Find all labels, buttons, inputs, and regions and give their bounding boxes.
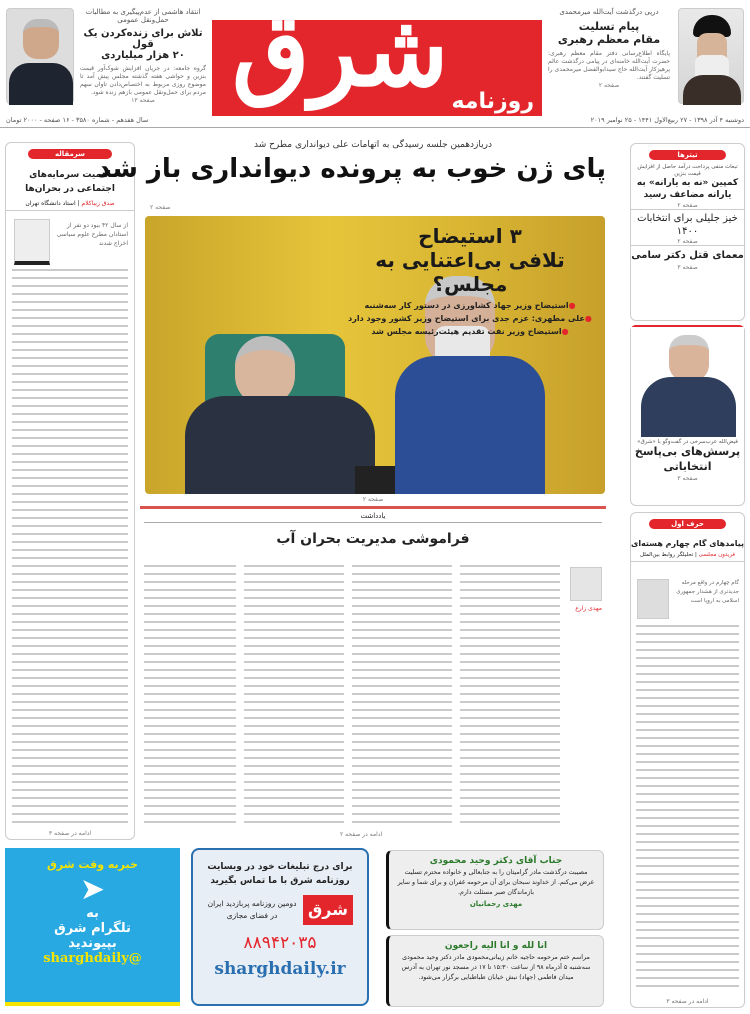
telegram-icon: ➤ <box>79 872 106 907</box>
opinion-title[interactable]: فراموشی مدیریت بحران آب <box>276 531 470 547</box>
telegram-line: بپیوندید <box>68 936 117 951</box>
masthead <box>0 0 750 128</box>
column-text <box>244 565 344 827</box>
headline-item[interactable]: معمای قتل دکتر سامی <box>631 249 744 261</box>
telegram-line: به <box>86 906 99 921</box>
promo-site[interactable]: sharghdaily.ir <box>214 958 346 979</box>
bullet: ●استیضاح وزیر جهاد کشاورزی در دستور کار سه‌شنبه <box>364 301 576 310</box>
author-photo <box>14 219 50 265</box>
author-photo <box>637 579 669 619</box>
lead-headline[interactable]: پای ژن خوب به پرونده دیوانداری باز شد <box>97 154 606 184</box>
harf-title[interactable]: پیامدهای گام چهارم هسته‌ای <box>630 539 744 548</box>
author-photo <box>570 567 602 601</box>
editorial-title[interactable]: اهمیت سرمایه‌های اجتماعی در بحران‌ها <box>25 170 115 194</box>
interview-photo <box>631 327 744 437</box>
page-ref[interactable]: صفحه ۲ <box>631 238 744 246</box>
issue-line: سال هفدهم - شماره ۳۵۸۰ - ۱۶ صفحه - ۲۰۰۰ تومان <box>6 116 149 124</box>
telegram-ad[interactable] <box>5 848 180 1006</box>
condolence-signature: مهدی رحمانیان <box>469 900 523 909</box>
continue-link[interactable]: ادامه در صفحه ۳ <box>48 830 92 837</box>
headline-item[interactable]: کمپین «نه به یارانه» به یارانه مضاعف رسید <box>636 178 739 200</box>
hashemi-title[interactable]: تلاش برای زنده‌کردن یک قول <box>83 28 203 50</box>
promo-phone: ۸۸۹۴۲۰۳۵ <box>243 932 317 953</box>
hashemi-kicker: انتقاد هاشمی از عدم‌پیگیری به مطالبات حمل‌ونقل عمومی <box>85 8 201 24</box>
bullet: ●استیضاح وزیر نفت تقدیم هیئت‌رئیسه مجلس شد <box>371 326 569 336</box>
headline-kicker: تبعات منفی پرداخت درآمد حاصل از افزایش قیمت بنزین <box>637 164 738 178</box>
leader-lede: پایگاه اطلاع‌رسانی دفتر مقام معظم رهبری: حضرت آیت‌الله خامنه‌ای در پیامی درگذشت عالم پرهیزکار آیت‌الله حاج سیدابوالفضل میرمحمدی را تسلیت گفتند. <box>548 50 670 82</box>
condolence-2 <box>386 935 604 1007</box>
interview-title[interactable]: پرسش‌های بی‌پاسخ انتخاباتی <box>634 445 741 473</box>
logo-text: شرق <box>232 20 449 109</box>
page-ref[interactable]: صفحه ۳ <box>677 474 698 482</box>
logo <box>212 20 542 116</box>
editorial-body <box>12 269 128 825</box>
editorial: سرمقاله اهمیت سرمایه‌های اجتماعی در بحران‌ها صدق زیباکلام | استاد دانشگاه تهران از سال ۴۲ ببود دو نفر از استادان مطرح علوم سیاسی اخراج شدند ادامه در صفحه ۳ <box>5 142 135 840</box>
leader-photo <box>678 8 744 104</box>
condolence-title: جناب آقای دکتر وحید محمودی <box>429 856 563 866</box>
hashemi-lede: گروه جامعه: در جریان افزایش شوک‌آور قیمت بنزین و حواشی هفته گذشته مجلس پیش آمد تا موضوع روزی مربوط به اختصاص‌دادن تاوان سهم مردم برای حمل‌ونقل عمومی بازهم زنده شود. <box>80 65 206 97</box>
page-ref[interactable]: صفحه ۲ <box>150 204 171 211</box>
continue-link[interactable]: ادامه در صفحه ۳ <box>666 998 709 1005</box>
harf-body <box>636 625 739 989</box>
harf-lede: گام چهارم در واقع مرحله جدیدتری از هشدار جمهوری اسلامی به اروپا است <box>676 580 739 604</box>
photo-subtitle[interactable]: تلافی بی‌اعتنایی به مجلس؟ <box>375 248 565 296</box>
headline-item[interactable]: خیز جلیلی برای انتخابات ۱۴۰۰ <box>637 212 738 237</box>
page-ref[interactable]: صفحه ۲ <box>631 202 744 210</box>
page-ref[interactable]: صفحه ۲ <box>362 496 384 503</box>
headlines-tag: تیترها <box>649 150 726 160</box>
headlines-box <box>630 143 745 321</box>
lead-photo <box>145 216 605 494</box>
opinion-tag: یادداشت <box>144 512 602 523</box>
promo-tagline: دومین روزنامه پربازدید ایران در فضای مجازی <box>207 898 297 920</box>
author-name: صدق زیباکلام <box>81 200 115 207</box>
leader-kicker: درپی درگذشت آیت‌الله میرمحمدی <box>559 8 659 16</box>
telegram-handle[interactable]: @sharghdaily <box>43 951 142 966</box>
page-ref[interactable]: صفحه ۱۳ <box>131 97 155 105</box>
photo-title[interactable]: ۳ استیضاح <box>418 224 522 248</box>
date-line: دوشنبه ۴ آذر ۱۳۹۸ - ۲۷ ربیع‌الاول ۱۴۴۱ - ۲۵ نوامبر ۲۰۱۹ <box>590 116 744 124</box>
author-role: استاد دانشگاه تهران <box>25 200 76 207</box>
promo-logo: شرق <box>303 895 353 925</box>
author-name: مهدی زارع <box>575 605 602 612</box>
column-text <box>144 565 236 827</box>
hashemi-photo <box>6 8 74 104</box>
page-ref[interactable]: صفحه ۲ <box>598 82 620 90</box>
telegram-kicker: خبربه وقت شرق <box>47 858 138 871</box>
interview-kicker: فیض‌الله عرب‌سرخی در گفت‌وگو با «شرق» <box>637 439 738 445</box>
column-text <box>352 565 452 827</box>
author-role: تحلیلگر روابط بین‌الملل <box>640 552 694 558</box>
promo-title: برای درج تبلیغات خود در وبسایت روزنامه شرق با ما تماس بگیرید <box>207 862 353 887</box>
condolence-body: مراسم ختم مرحومه حاجیه خانم زیبانی‌محمودی مادر دکتر وحید محمودی سه‌شنبه ۵ آذرماه ۹۸ از ساعت ۱۵:۳۰ تا ۱۷ در مسجد نور تهران به آدرس میدان فاطمی (جهاد) نبش خیابان طباطبایی برگزار می‌شود. <box>401 954 591 982</box>
condolence-body: مصیبت درگذشت مادر گرامیتان را به جنابعالی و خانواده محترم تسلیت عرض می‌کنم. از خداوند سبحان برای آن مرحومه غفران و برای شما و سایر بازماندگان صبر مسئلت دارم. <box>397 869 595 897</box>
opinion <box>140 506 606 838</box>
bullet: ●علی مطهری: عزم جدی برای استیضاح وزیر کشور وجود دارد <box>348 313 592 323</box>
condolence-1 <box>386 850 604 930</box>
promo-ad[interactable] <box>191 848 369 1006</box>
divider <box>0 127 750 128</box>
author-name: فریدون مجلسی <box>698 552 735 558</box>
lead-kicker: دریازدهمین جلسه رسیدگی به اتهامات علی دیوانداری مطرح شد <box>253 140 492 150</box>
telegram-line: تلگرام شرق <box>54 921 131 936</box>
editorial-lede: از سال ۴۲ ببود دو نفر از استادان مطرح علوم سیاسی اخراج شدند <box>56 222 128 247</box>
logo-subtitle: روزنامه <box>451 89 534 114</box>
harf-avval: حرف اول پیامدهای گام چهارم هسته‌ای فریدون مجلسی | تحلیلگر روابط بین‌الملل گام چهارم در واقع مرحله جدیدتری از هشدار جمهوری اسلامی به اروپا است ادامه در صفحه ۳ <box>630 512 745 1008</box>
column-text <box>460 565 560 827</box>
leader-title[interactable]: پیام تسلیت <box>578 20 640 33</box>
condolence-title: انا لله و انا الیه راجعون <box>444 941 548 951</box>
leader-title-2[interactable]: مقام معظم رهبری <box>557 33 661 46</box>
interview-box <box>630 325 745 506</box>
continue-link[interactable]: ادامه در صفحه ۲ <box>340 831 383 838</box>
hashemi-title-2[interactable]: ۲۰ هزار میلیاردی <box>101 50 185 61</box>
page-ref[interactable]: صفحه ۳ <box>677 263 698 271</box>
editorial-tag: سرمقاله <box>28 149 112 159</box>
harf-tag: حرف اول <box>649 519 726 529</box>
